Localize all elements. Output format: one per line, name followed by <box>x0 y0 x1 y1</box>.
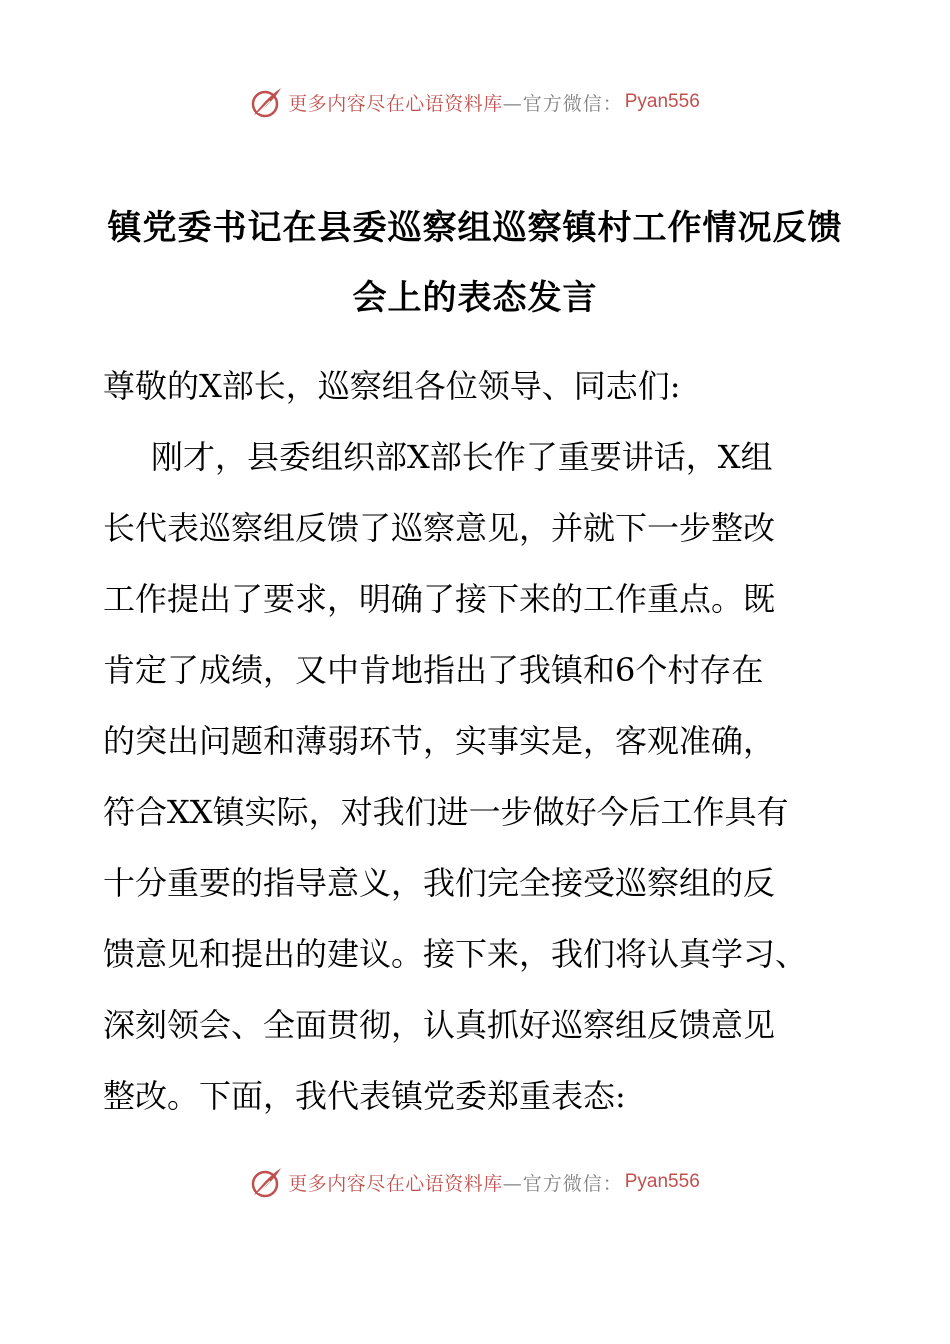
body-line: 工作提出了要求，明确了接下来的工作重点。既 <box>103 580 776 618</box>
document-title-line-1: 镇党委书记在县委巡察组巡察镇村工作情况反馈 <box>107 208 843 248</box>
body-line: 十分重要的指导意义，我们完全接受巡察组的反 <box>103 864 776 902</box>
watermark-label: —官方微信： <box>502 92 623 115</box>
body-line: 符合XX镇实际，对我们进一步做好今后工作具有 <box>103 793 789 831</box>
body-line: 肯定了成绩，又中肯地指出了我镇和6个村存在 <box>103 651 764 689</box>
watermark-text: 更多内容尽在心语资料库 <box>288 1172 503 1195</box>
quill-logo-icon <box>250 1165 284 1199</box>
body-line: 馈意见和提出的建议。接下来，我们将认真学习、 <box>103 935 808 973</box>
footer-watermark <box>0 1164 950 1200</box>
salutation: 尊敬的X部长，巡察组各位领导、同志们: <box>103 367 681 405</box>
body-line: 长代表巡察组反馈了巡察意见，并就下一步整改 <box>103 509 776 547</box>
watermark-label: —官方微信： <box>502 1172 623 1195</box>
body-line: 深刻领会、全面贯彻，认真抓好巡察组反馈意见 <box>103 1006 776 1044</box>
watermark-wechat-id: Pyan556 <box>624 1171 700 1192</box>
watermark-text: 更多内容尽在心语资料库 <box>288 92 503 115</box>
header-watermark <box>0 84 950 120</box>
quill-logo-icon <box>250 85 284 119</box>
watermark-wechat-id: Pyan556 <box>624 91 700 112</box>
body-line: 刚才，县委组织部X部长作了重要讲话，X组 <box>151 438 773 476</box>
body-line: 的突出问题和薄弱环节，实事实是，客观准确， <box>103 722 776 760</box>
body-line: 整改。下面，我代表镇党委郑重表态: <box>103 1077 626 1115</box>
document-title-line-2: 会上的表态发言 <box>352 278 598 318</box>
